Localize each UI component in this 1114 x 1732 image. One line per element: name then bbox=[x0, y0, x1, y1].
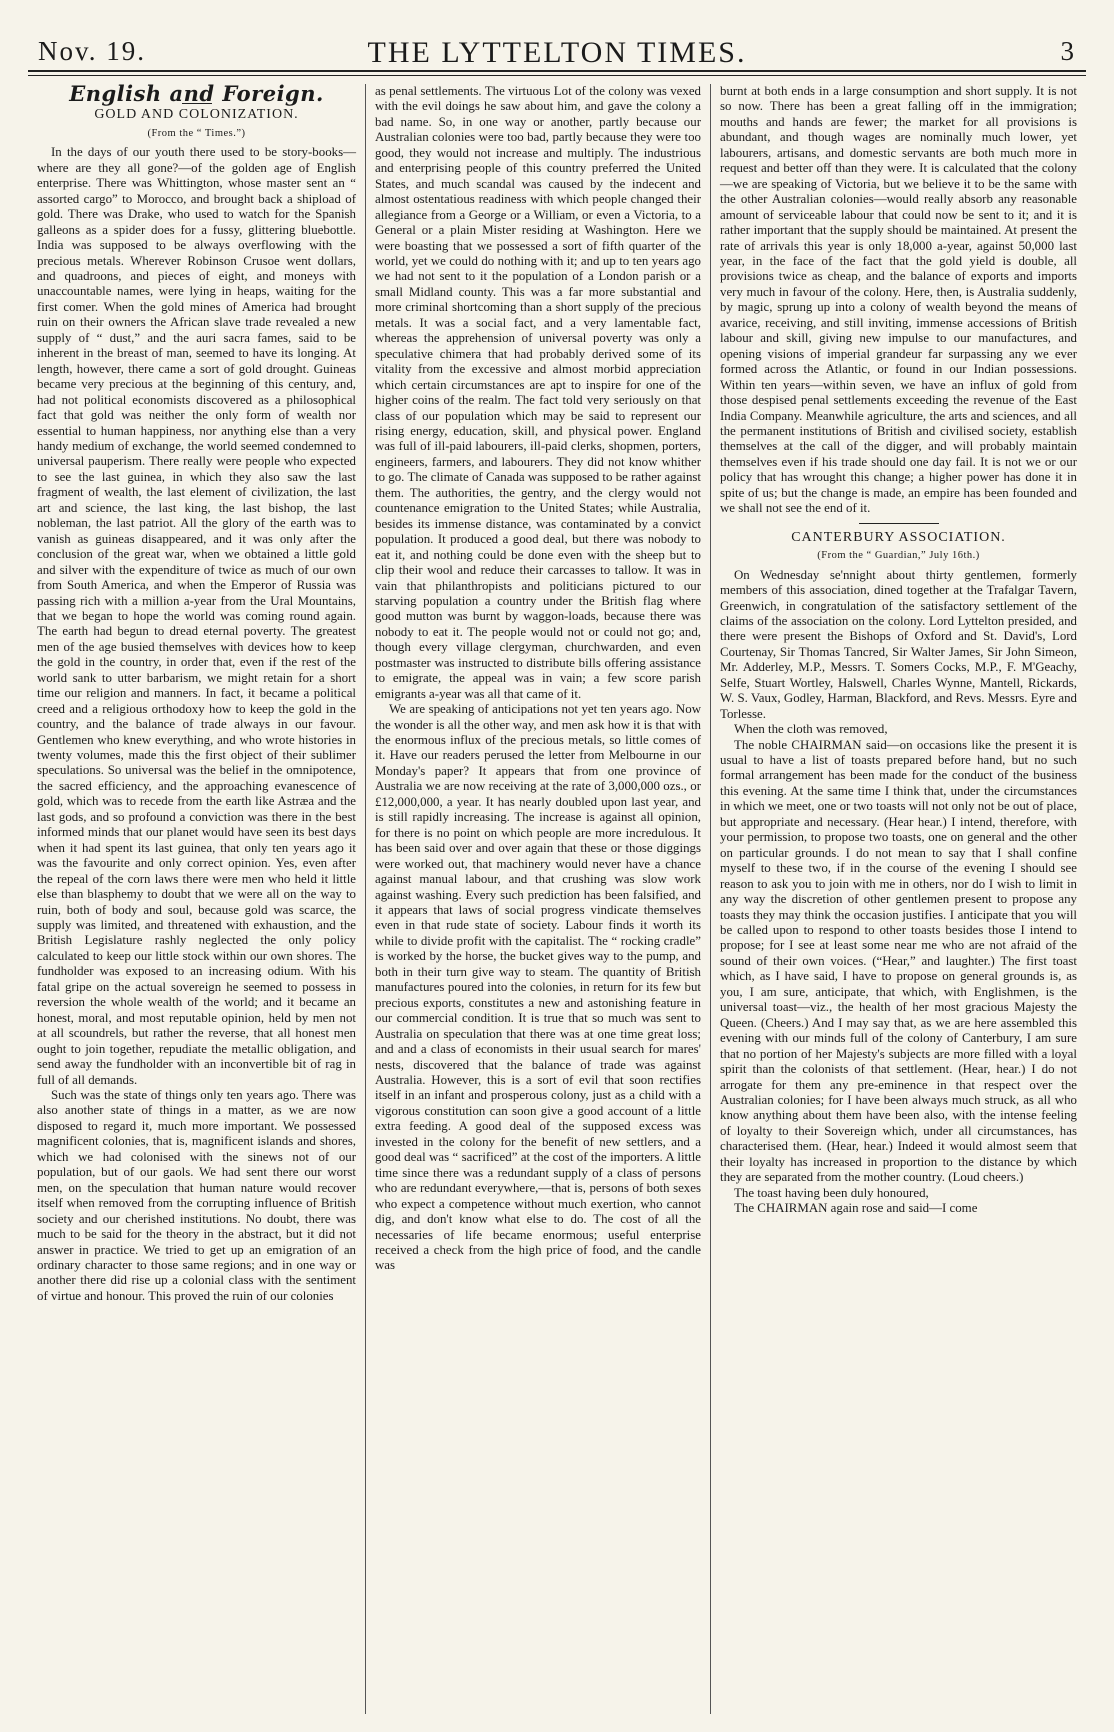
article-title-gold: GOLD AND COLONIZATION. bbox=[94, 107, 299, 123]
column-3 bbox=[710, 84, 1086, 1714]
paragraph: The CHAIRMAN again rose and said—I come bbox=[734, 1201, 978, 1216]
page-number: 3 bbox=[1060, 36, 1074, 66]
article-source-canterbury: (From the “ Guardian,” July 16th.) bbox=[817, 550, 980, 562]
masthead-rule bbox=[28, 75, 1086, 76]
article-end-rule bbox=[859, 523, 939, 524]
paragraph: We are speaking of anticipations not yet ten years ago. Now the wonder is all the other way, and men ask how it is that with the enormous influx of the precious metals, so little comes of it. Have our readers perused the letter from Melbourne in our Monday's paper? It appears that from one province of Australia we are now receiving at the rate of 3,000,000 ozs., or £12,000,000, a year. It has nearly doubled upon last year, and is still rapidly increasing. The increase is against all opinion, for there is no point on which people are more incredulous. It has been said over and over again that these or those diggings were worked out, that machinery would never have a chance against manual labour, and that crushing was slow work against washing. Every such prediction has been falsified, and it appears that laws of social progress vindicate themselves even in that rude state of society. Labour finds it worth its while to divide profit with the capitalist. The “ rocking cradle” is worked by the horse, the bucket gives way to the pump, and both in their turn give way to steam. The quantity of British manufactures poured into the colonies, in return for its few but precious exports, constitutes a new and astonishing feature in our commercial condition. It is true that so much was sent to Australia on speculation that there was at one time great loss; and and a class of economists in their usual search for mares' nests, discovered that the balance of trade was against Australia. However, this is a sort of evil that soon rectifies itself in an infant and prosperous colony, just as a child with a vigorous constitution can soon give a good account of a little extra feeding. A good deal of the supposed excess was invested in the colony for the benefit of new settlers, and a good deal was “ sacrificed” at the cost of the importers. A little time since there was a redundant supply of a class of persons who are redundant everywhere,—that is, persons of both sexes who expect a competence without much exertion, who cannot dig, and don't know what else to do. The cost of all the necessaries of life became enormous; useful enterprise received a check from the high price of food, and the candle was bbox=[375, 702, 701, 1273]
columns bbox=[28, 84, 1086, 1714]
column-1 bbox=[28, 84, 365, 1714]
paragraph: as penal settlements. The virtuous Lot of the colony was vexed with the evil doings he saw about him, and gave the colony a bad name. So, in one way or another, partly because our Australian colonies were too bad, partly because they were too good, they would not increase and multiply. The industrious and enterprising people of this country preferred the United States, and much scandal was caused by the indecent and almost ostentatious readiness with which people changed their allegiance from a George or a William, or even a Victoria, to a General or a plain Mister residing at Washington. Here we were boasting that we possessed a sort of fifth quarter of the world, yet we could do nothing with it; and up to ten years ago we had not sent to it the population of a London parish or a small Midland county. This was a far more substantial and more criminal shortcoming than a short supply of the precious metals. It was a social fact, and a very lamentable fact, whereas the apprehension of universal poverty was only a speculative chimera that had probably derived some of its vitality from the excessive and almost morbid appreciation which certain circumstances are apt to inspire for one of the higher coins of the realm. The fact told very seriously on that class of our population which may be said to represent our rising energy, education, skill, and physical power. England was full of ill-paid labourers, ill-paid clerks, shopmen, porters, engineers, farmers, and labourers. They did not know whither to go. The climate of Canada was supposed to be rather against them. The authorities, the gentry, and the clergy would not countenance emigration to the United States; while Australia, besides its immense distance, was contaminated by a convict population. It produced a good deal, but there was nobody to eat it, and nothing could be done even with the sheep but to clip their wool and reduce their carcasses to tallow. It was in vain that philanthropists and politicians pictured to our starving population a country under the British flag where good mutton was burnt by waggon-loads, because there was nobody to eat it. The people would not or could not go; and, though every village clergyman, churchwarden, and even postmaster was instructed to distribute bills offering assistance to emigrate, the appeal was in vain; a few score parish emigrants a-year was all that came of it. bbox=[375, 84, 701, 701]
article-source-gold: (From the “ Times.”) bbox=[147, 127, 246, 139]
paragraph: The noble CHAIRMAN said—on occasions like the present it is usual to have a list of toasts prepared before hand, but no such formal arrangement has been made for the conduct of the business this evening. At the same time I think that, under the circumstances in which we meet, one or two toasts will not only not be out of place, but appropriate and necessary. (Hear hear.) I intend, therefore, with your permission, to propose two toasts, one on general and the other on particular grounds. I do not mean to say that I shall confine myself to these two, if in the course of the evening I should see reason to ask you to join with me in others, nor do I wish to limit in any way the discretion of other gentlemen present to propose any toasts they may think the occasion justifies. I anticipate that you will be called upon to respond to other toasts besides those I intend to propose; for I see at least some near me who are not afraid of the sound of their own voices. (“Hear,” and laughter.) The first toast which, as I have said, I have to propose on general grounds is, as you, I am sure, anticipate, that which, with Englishmen, is the universal toast—viz., the health of her most gracious Majesty the Queen. (Cheers.) And I may say that, as we are here assembled this evening with our minds full of the colony of Canterbury, I am sure that no portion of her Majesty's subjects are more filled with a loyal spirit than the colonists of that settlement. (Hear, hear.) I do not arrogate for them any pre-eminence in that respect over the Australian colonies; for I have been always much struck, as all who know anything about them have been also, with the intense feeling of loyalty to their Sovereign which, under all circumstances, has characterised them. (Hear, hear.) Indeed it would almost seem that their loyalty has increased in proportion to the distance by which they are separated from the mother country. (Loud cheers.) bbox=[720, 737, 1077, 1185]
article-title-canterbury: CANTERBURY ASSOCIATION. bbox=[791, 529, 1006, 545]
newspaper-title: THE LYTTELTON TIMES. bbox=[367, 36, 747, 69]
issue-date: Nov. 19. bbox=[38, 36, 146, 66]
masthead bbox=[28, 0, 1086, 72]
column-2 bbox=[365, 84, 710, 1714]
paragraph: Such was the state of things only ten years ago. There was also another state of things in a matter, as we are now disposed to regard it, much more important. We possessed magnificent colonies, that is, magnificent islands and shores, which we had colonised with the sinews not of our population, but of our gaols. We had sent there our worst men, on the speculation that human nature would recover itself when removed from the corrupting influence of British society and our cherished institutions. No doubt, there was much to be said for the theory in the abstract, but it did not answer in practice. We tried to get up an emigration of an ordinary character to those same regions; and in one way or another there did rise up a colonial class with the sentiment of virtue and honour. This proved the ruin of our colonies bbox=[37, 1088, 356, 1303]
paragraph: The toast having been duly honoured, bbox=[734, 1185, 929, 1200]
section-heading: English and Foreign. bbox=[69, 84, 324, 106]
paragraph: When the cloth was removed, bbox=[734, 722, 888, 737]
paragraph: In the days of our youth there used to be story-books—where are they all gone?—of the golden age of English enterprise. There was Whittington, whose master sent an “ assorted cargo” to Morocco, and brought back a shipload of gold. There was Drake, who used to watch for the Spanish galleons as a spider does for a fussy, glittering bluebottle. India was supposed to be always overflowing with the precious metals. Wherever Robinson Crusoe went dollars, and quadroons, and pieces of eight, and moneys with unaccountable names, were lying in heaps, waiting for the first comer. When the gold mines of America had brought ruin on their owners the African slave trade revealed a new supply of “ dust,” and the auri sacra fames, said to be inherent in the breast of man, seemed to have its longing. At length, however, there came a sort of gold drought. Guineas became very precious at the beginning of this century, and, had not political economists discovered as a philosophical fact that gold was neither the only form of wealth nor essential to human happiness, nor anything else than a very handy medium of exchange, the world seemed condemned to universal pauperism. There really were people who expected to see the last guinea, in which they also saw the last fragment of wealth, the last element of civilization, the last art and science, the last king, the last bishop, the last nobleman, the last patriot. All the glory of the earth was to vanish as guineas disappeared, and it was only after the conclusion of the great war, when we obtained a little gold and silver with the expenditure of twice as much of our own from South America, and when the Emperor of Russia was passing rich with a million a-year from the Ural Mountains, that we began to hope the world was coming round again. The earth had begun to dread eternal poverty. The greatest men of the age busied themselves with devices how to keep the gold in the country, in order that, even if the rest of the world sank to utter barbarism, we might retain for a short time our religion and manners. In fact, it became a political creed and a religious orthodoxy how to keep the gold in the country, and the balance of trade always in our favour. Gentlemen who knew everything, and who wrote histories in twenty volumes, made this the first object of their sublimer speculations. So universal was the belief in the omnipotence, the sacred efficiency, and the approaching evanescence of gold, which was to recede from the earth like Astræa and the last gods, and so profound a conviction was there in the best informed minds that our planet would have seen its best days when it had spent its last guinea, that only ten years ago it was the favourite and only correct opinion. Yes, even after the repeal of the corn laws there were men who held it little else than blasphemy to doubt that we were all on the way to ruin, both of body and soul, because gold was scarce, the supply was limited, and threatened with exhaustion, and the British Legislature rashly neglected the only policy calculated to keep our little stock within our own shores. The fundholder was exposed to an increasing odium. With his fatal gripe on the actual sovereign he seemed to possess in reversion the whole wealth of the world; and it became an honest, moral, and most reputable opinion, held by men not at all scoundrels, but rather the reverse, that all honest men ought to join together, repudiate the metallic obligation, and send away the fundholder with an inconvertible bit of rag in full of all demands. bbox=[37, 145, 356, 1087]
paragraph: burnt at both ends in a large consumption and short supply. It is not so now. There has been a great falling off in the immigration; mouths and hands are fewer; the market for all provisions is abundant, and though wages are nominally much lower, yet labourers, artisans, and domestic servants are both much more in request and better off than they were. It is calculated that the colony—we are speaking of Victoria, but we believe it to be the same with the other Australian colonies—would really absorb any reasonable amount of serviceable labour that could now be sent to it; and it is rather important that the supply should be maintained. At present the rate of arrivals this year is only 18,000 a-year, against 50,000 last year, in the face of the fact that the gold yield is double, all provisions twice as cheap, and the balance of exports and imports very much in favour of the colony. Here, then, is Australia suddenly, by magic, sprung up into a colony of wealth beyond the means of avarice, receiving, and still inviting, immense accessions of British labour and skill, giving new impulse to our manufactures, and opening visions of imperial grandeur far surpassing any we ever formed across the Atlantic, or found in our Indian possessions. Within ten years—within seven, we have an influx of gold from those despised penal settlements exceeding the revenue of the East India Company. Meanwhile agriculture, the arts and sciences, and all the permanent institutions of British and civilised society, establish themselves at the call of the digger, and will probably maintain themselves even if his trade should one day fail. It is not we or our policy that has wrought this change; a higher power has done it in spite of us; but the change is made, an empire has been founded and we shall not see the end of it. bbox=[720, 84, 1077, 516]
paragraph: On Wednesday se'nnight about thirty gentlemen, formerly members of this association, dined together at the Trafalgar Tavern, Greenwich, in congratulation of the satisfactory settlement of the claims of the association on the colony. Lord Lyttelton presided, and there were present the Bishops of Oxford and St. David's, Lord Courtenay, Sir Thomas Tancred, Sir Walter James, Sir John Simeon, Mr. Adderley, M.P., Messrs. T. Somers Cocks, M.P., F. M'Geachy, Selfe, Stuart Wortley, Halswell, Charles Wynne, Mantell, Rickards, W. S. Vaux, Godley, Harman, Blackford, and Revs. Messrs. Eyre and Torlesse. bbox=[720, 567, 1077, 721]
